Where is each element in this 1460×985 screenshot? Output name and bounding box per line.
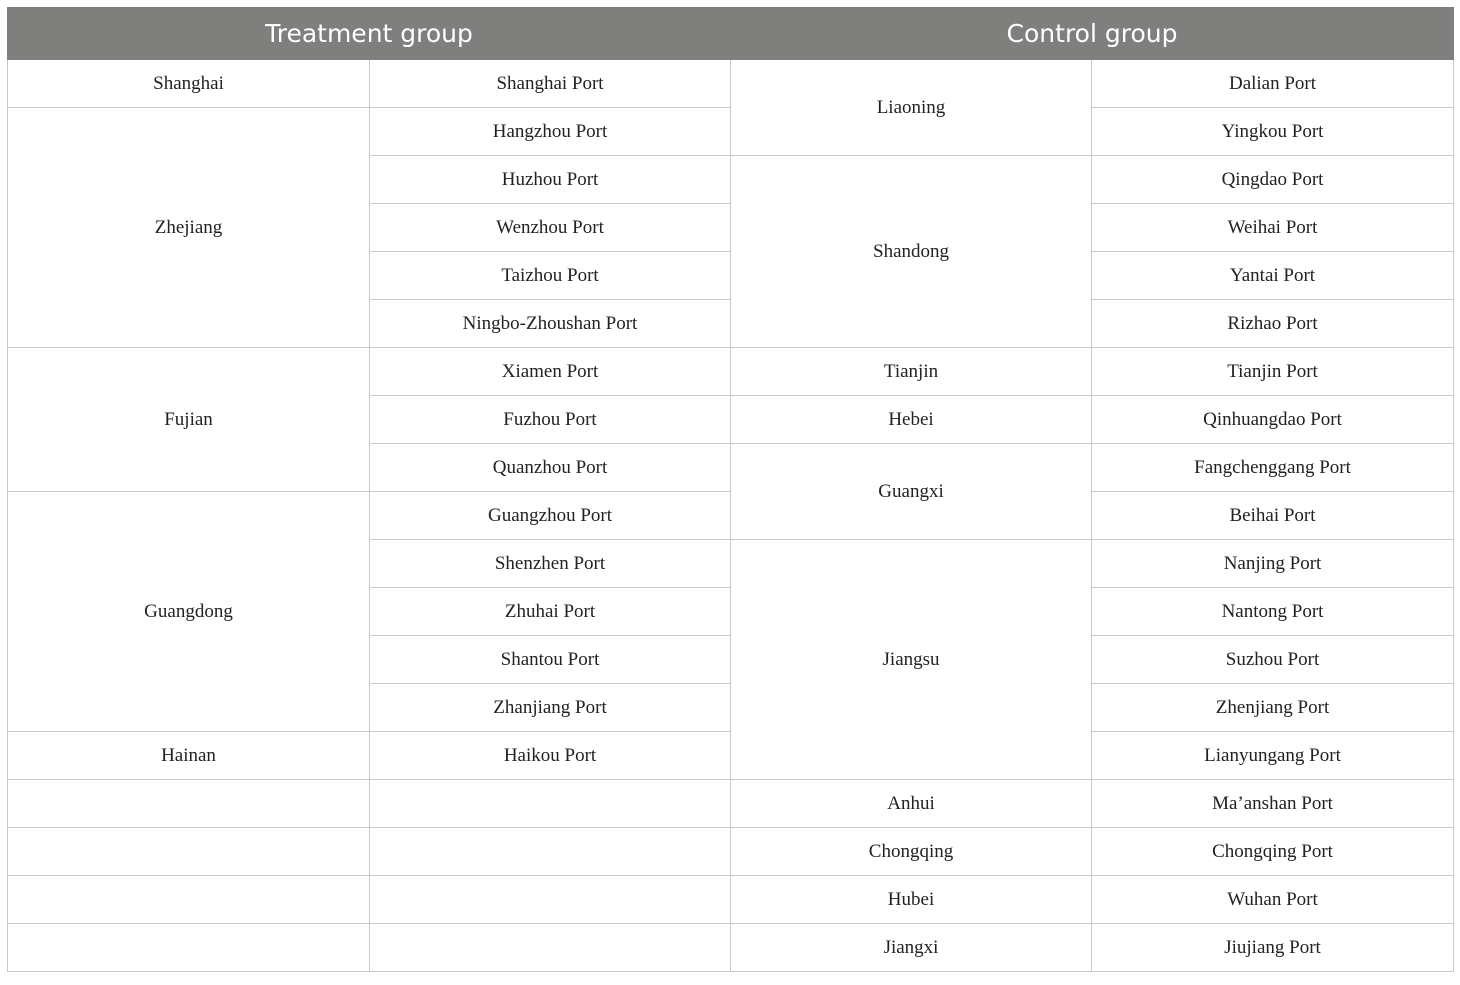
control-province-cell: Jiangsu	[731, 540, 1092, 780]
ports-table	[7, 7, 1454, 972]
treatment-province-cell: Zhejiang	[8, 108, 370, 348]
treatment-port-cell: Ningbo-Zhoushan Port	[370, 300, 731, 348]
treatment-port-cell: Zhanjiang Port	[370, 684, 731, 732]
treatment-port-cell: Huzhou Port	[370, 156, 731, 204]
control-port-cell: Ma’anshan Port	[1092, 780, 1454, 828]
control-province-cell: Shandong	[731, 156, 1092, 348]
treatment-port-cell: Zhuhai Port	[370, 588, 731, 636]
treatment-port-cell: Wenzhou Port	[370, 204, 731, 252]
table-row	[8, 732, 1454, 780]
control-port-cell: Beihai Port	[1092, 492, 1454, 540]
treatment-port-cell: Taizhou Port	[370, 252, 731, 300]
treatment-port-cell: Fuzhou Port	[370, 396, 731, 444]
control-port-cell: Chongqing Port	[1092, 828, 1454, 876]
control-port-cell: Qingdao Port	[1092, 156, 1454, 204]
table-row	[8, 492, 1454, 540]
table-row	[8, 780, 1454, 828]
table-row	[8, 60, 1454, 108]
treatment-port-cell: Guangzhou Port	[370, 492, 731, 540]
control-province-cell: Guangxi	[731, 444, 1092, 540]
table-row	[8, 108, 1454, 156]
table-row	[8, 924, 1454, 972]
empty-cell	[370, 828, 731, 876]
empty-cell	[8, 780, 370, 828]
table-row	[8, 348, 1454, 396]
control-province-cell: Anhui	[731, 780, 1092, 828]
treatment-port-cell: Xiamen Port	[370, 348, 731, 396]
control-province-cell: Liaoning	[731, 60, 1092, 156]
treatment-port-cell: Shanghai Port	[370, 60, 731, 108]
control-port-cell: Yingkou Port	[1092, 108, 1454, 156]
control-province-cell: Hebei	[731, 396, 1092, 444]
empty-cell	[370, 924, 731, 972]
treatment-port-cell: Shenzhen Port	[370, 540, 731, 588]
control-port-cell: Nantong Port	[1092, 588, 1454, 636]
control-port-cell: Zhenjiang Port	[1092, 684, 1454, 732]
table-row	[8, 828, 1454, 876]
empty-cell	[8, 924, 370, 972]
empty-cell	[370, 780, 731, 828]
control-port-cell: Dalian Port	[1092, 60, 1454, 108]
treatment-port-cell: Shantou Port	[370, 636, 731, 684]
control-group-header: Control group	[731, 8, 1454, 60]
control-port-cell: Tianjin Port	[1092, 348, 1454, 396]
control-port-cell: Suzhou Port	[1092, 636, 1454, 684]
treatment-group-header: Treatment group	[8, 8, 731, 60]
control-port-cell: Yantai Port	[1092, 252, 1454, 300]
empty-cell	[8, 876, 370, 924]
treatment-port-cell: Haikou Port	[370, 732, 731, 780]
table-row	[8, 876, 1454, 924]
control-port-cell: Wuhan Port	[1092, 876, 1454, 924]
empty-cell	[370, 876, 731, 924]
header-row	[8, 8, 1454, 60]
control-province-cell: Jiangxi	[731, 924, 1092, 972]
treatment-province-cell: Guangdong	[8, 492, 370, 732]
control-port-cell: Fangchenggang Port	[1092, 444, 1454, 492]
treatment-port-cell: Hangzhou Port	[370, 108, 731, 156]
control-port-cell: Qinhuangdao Port	[1092, 396, 1454, 444]
control-port-cell: Weihai Port	[1092, 204, 1454, 252]
control-port-cell: Rizhao Port	[1092, 300, 1454, 348]
control-port-cell: Lianyungang Port	[1092, 732, 1454, 780]
treatment-province-cell: Hainan	[8, 732, 370, 780]
control-province-cell: Tianjin	[731, 348, 1092, 396]
empty-cell	[8, 828, 370, 876]
treatment-province-cell: Fujian	[8, 348, 370, 492]
control-port-cell: Jiujiang Port	[1092, 924, 1454, 972]
treatment-port-cell: Quanzhou Port	[370, 444, 731, 492]
control-province-cell: Chongqing	[731, 828, 1092, 876]
control-port-cell: Nanjing Port	[1092, 540, 1454, 588]
treatment-province-cell: Shanghai	[8, 60, 370, 108]
control-province-cell: Hubei	[731, 876, 1092, 924]
